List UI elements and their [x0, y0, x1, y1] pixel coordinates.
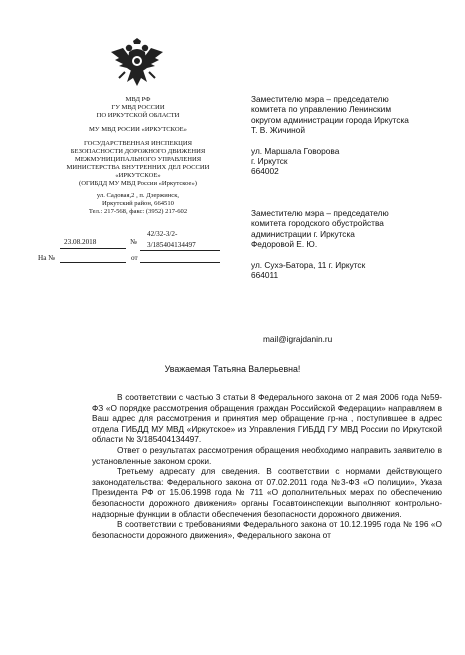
issuer-block	[38, 96, 238, 216]
recipient-line: администрации г. Иркутска	[251, 228, 355, 239]
issuer-line: ГОСУДАРСТВЕННАЯ ИНСПЕКЦИЯ	[83, 140, 193, 147]
reference-from: от	[131, 254, 138, 262]
letter-body	[92, 392, 442, 540]
issuer-line: МУ МВД РОСИИ «ИРКУТСКОЕ»	[89, 126, 187, 133]
reference-from-underline	[140, 262, 220, 263]
body-paragraph: В соответствии с частью 3 статьи 8 Федерального закона от 2 мая 2006 года №59-ФЗ «О порядке рассмотрения обращения граждан Российской Федерации» направляем в Ваш адрес для рассмотрения и принятия мер обращение гр-на , поступившее в адрес отдела ГИБДД МУ МВД «Иркутское» из Управления ГИБДД ГУ МВД России по Иркутской области № 3/185404134497.	[92, 392, 442, 445]
recipient-name: Т. В. Жичиной	[251, 125, 305, 136]
recipient-line: комитета по управлению Ленинским	[251, 104, 392, 115]
email-address: mail@igrajdanin.ru	[263, 334, 333, 344]
number-underline	[140, 250, 220, 251]
recipient-line: Заместителю мэра – председателю	[251, 208, 389, 218]
body-paragraph: Ответ о результатах рассмотрения обращения необходимо направить заявителю в установленные законом сроки.	[92, 444, 442, 466]
recipient-address: г. Иркутск	[251, 156, 288, 167]
recipient-line: комитета городского обустройства	[251, 218, 384, 229]
recipient-address: ул. Маршала Говорова	[251, 145, 340, 156]
issuer-address: ул. Садовая,2 , п. Дзержинск,	[96, 192, 180, 199]
recipient-2	[251, 208, 461, 280]
registration-date: 23.08.2018	[64, 238, 97, 246]
reference-underline	[60, 262, 126, 263]
issuer-line: «ИРКУТСКОЕ»	[115, 172, 161, 179]
recipient-address: 664011	[251, 270, 279, 281]
issuer-line: ПО ИРКУТСКОЙ ОБЛАСТИ	[96, 112, 180, 119]
reference-label: На №	[38, 254, 56, 262]
issuer-line: ГУ МВД РОССИИ	[111, 104, 165, 111]
issuer-line: МВД РФ	[125, 96, 151, 103]
recipient-address: ул. Сухэ-Батора, 11 г. Иркутск	[251, 259, 366, 270]
registration-number-line1: 42/32-3/2-	[147, 230, 178, 238]
issuer-phone: Тел.: 217-568, факс: (3952) 217-602	[88, 208, 188, 215]
recipient-1	[251, 94, 461, 177]
issuer-line: (ОГИБДД МУ МВД России «Иркутское»)	[79, 180, 197, 187]
recipient-name: Федоровой Е. Ю.	[251, 239, 318, 250]
recipient-line: округом администрации города Иркутска	[251, 114, 409, 125]
recipient-address: 664002	[251, 166, 279, 177]
double-headed-eagle-emblem-icon	[109, 38, 165, 92]
registration-number-sign: №	[130, 238, 137, 246]
issuer-line: БЕЗОПАСНОСТИ ДОРОЖНОГО ДВИЖЕНИЯ	[70, 148, 206, 155]
issuer-address: Иркутский район, 664510	[102, 200, 174, 207]
issuer-line: МЕЖМУНИЦИПАЛЬНОГО УПРАВЛЕНИЯ	[74, 156, 202, 163]
body-paragraph: Третьему адресату для сведения. В соответствии с нормами действующего законодательства: Федерального закона от 07.02.2011 года №3-ФЗ «О полиции», Указа Президента РФ от 15.06.1998 года № 711 «О дополнительных мерах по обеспечению безопасности дорожного движения» органы Госавтоинспекции выполняют контрольно-надзорные функции в области обеспечения безопасности дорожного движения.	[92, 466, 442, 519]
body-paragraph: В соответствии с требованиями Федерального закона от 10.12.1995 года № 196 «О безопасности дорожного движения», Федерального закона от	[92, 519, 442, 540]
registration-number-line2: 3/185404134497	[147, 241, 196, 249]
date-underline	[60, 248, 126, 249]
issuer-line: МИНИСТЕРСТВА ВНУТРЕННИХ ДЕЛ РОССИИ	[66, 164, 210, 171]
greeting: Уважаемая Татьяна Валерьевна!	[164, 364, 301, 374]
recipient-line: Заместителю мэра – председателю	[251, 94, 389, 104]
